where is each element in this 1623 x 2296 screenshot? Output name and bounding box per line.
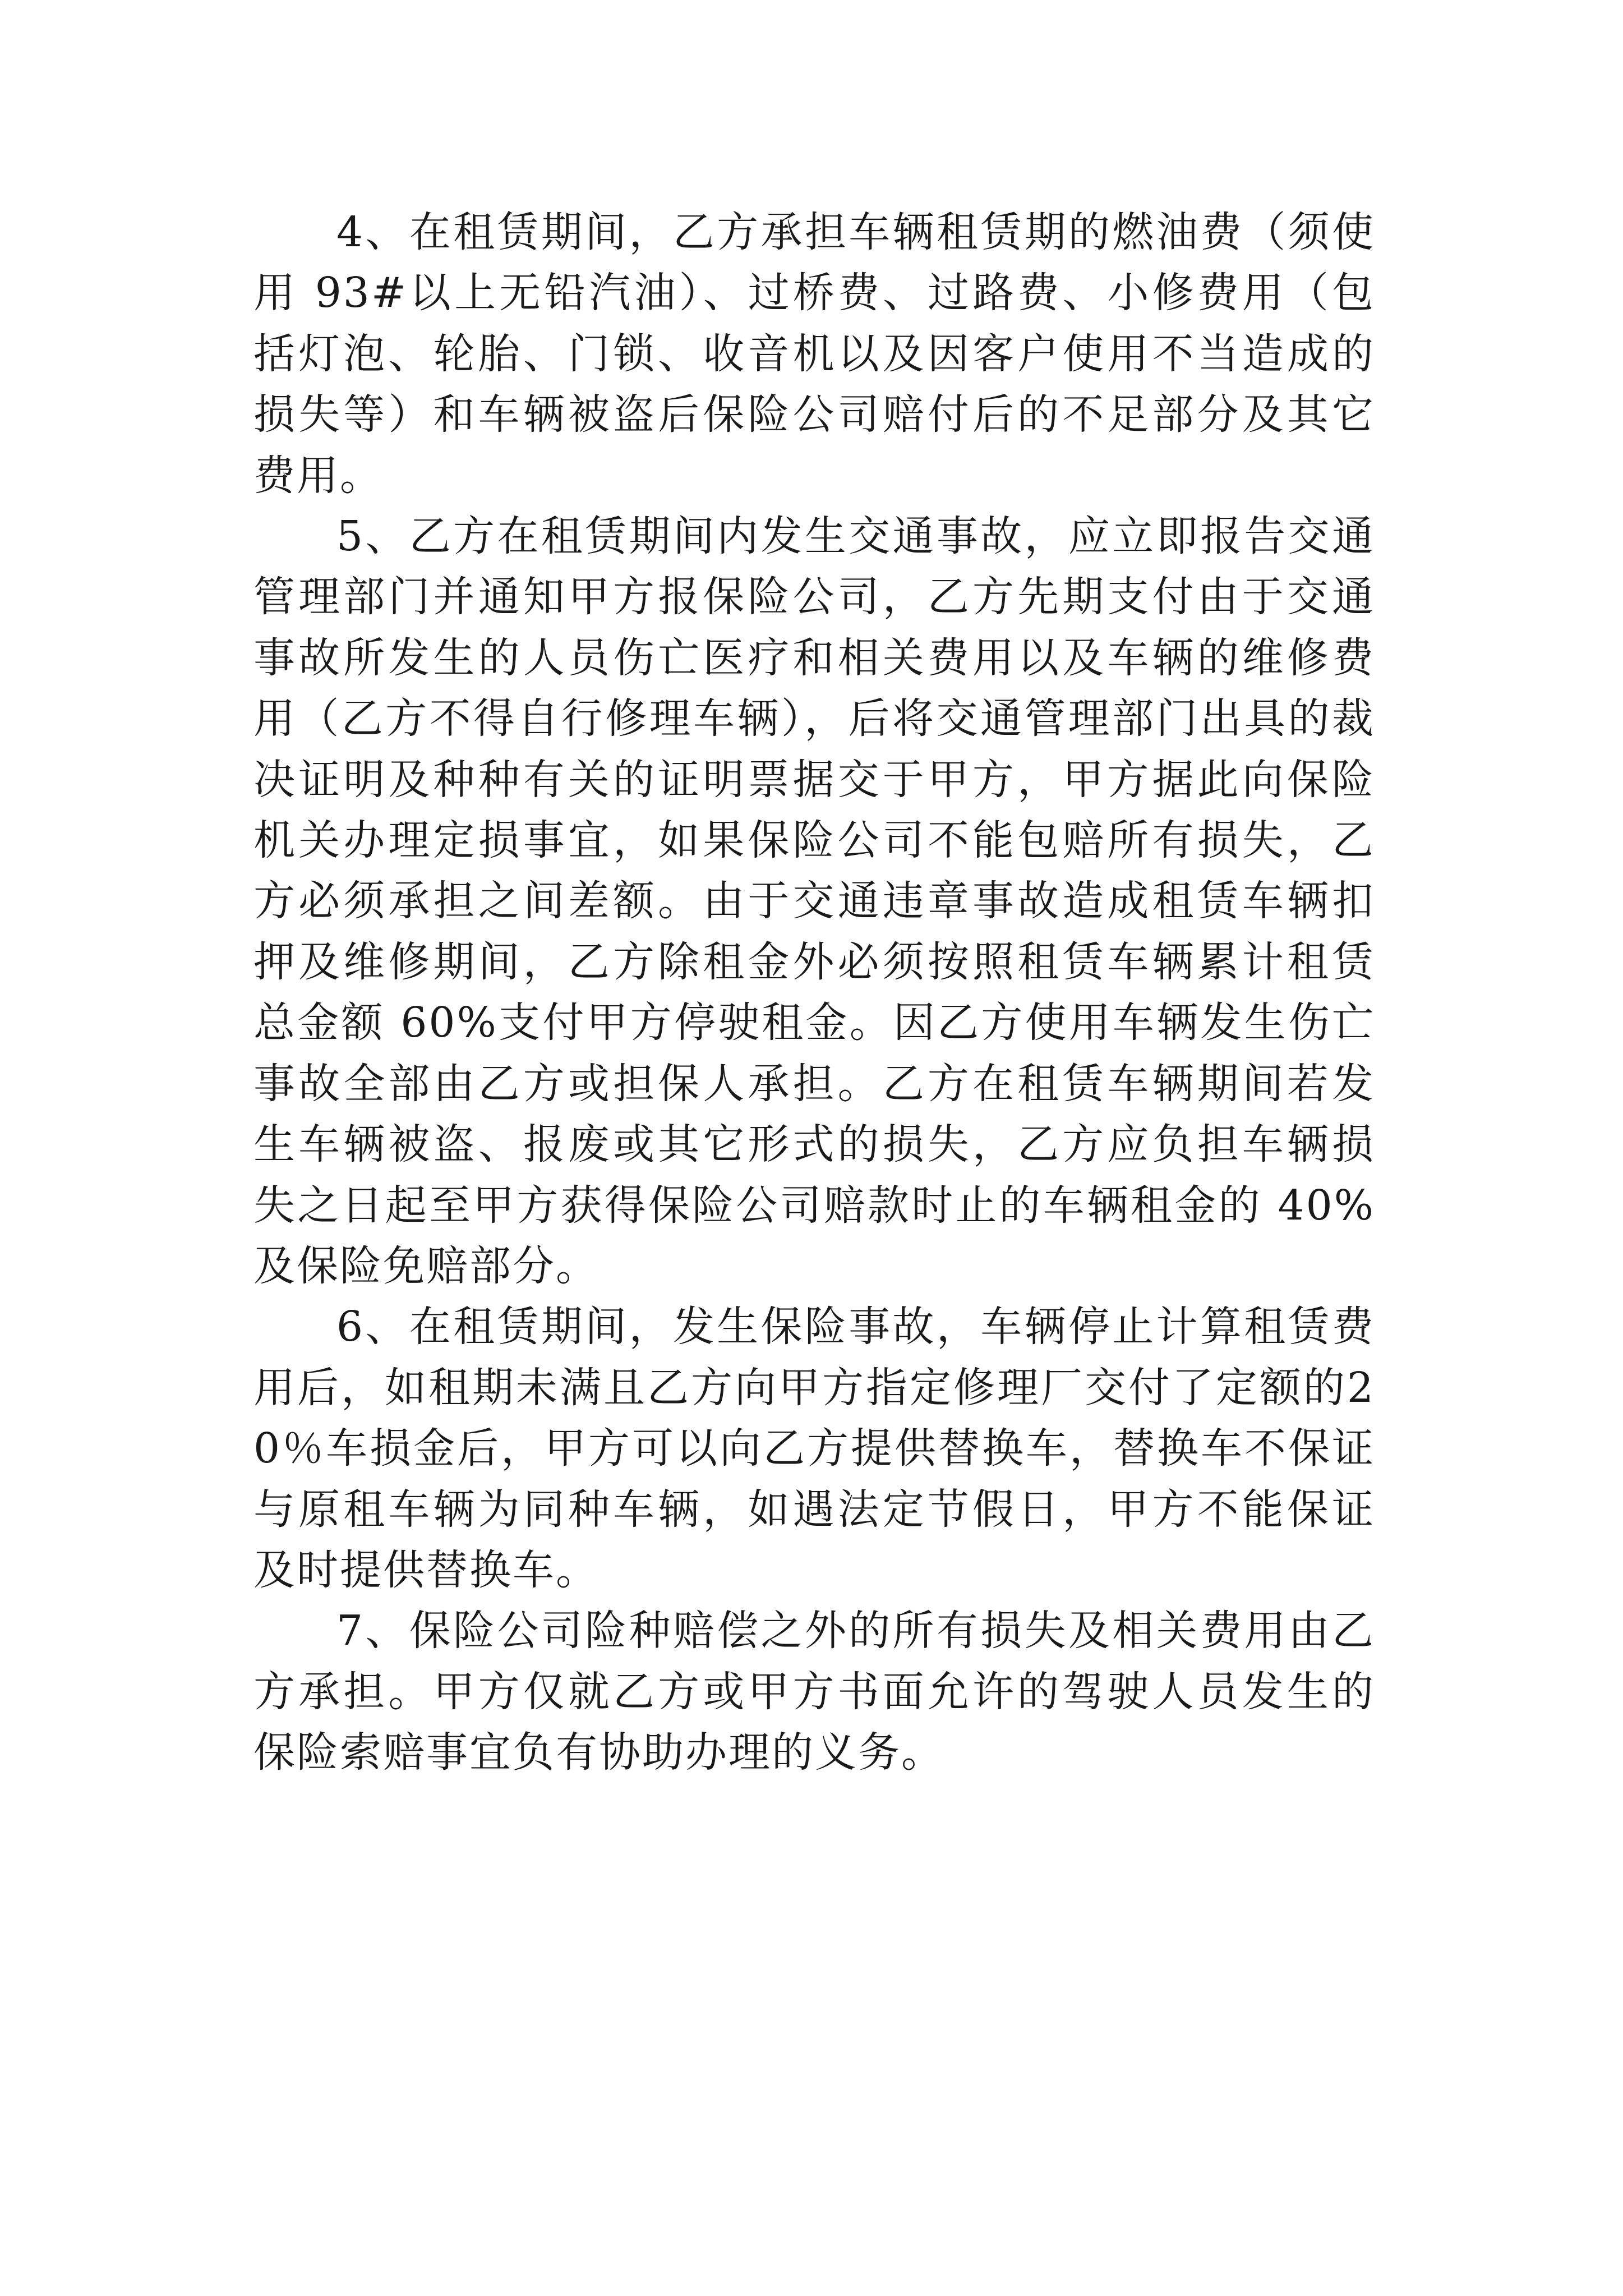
paragraph-clause-7: 7、保险公司险种赔偿之外的所有损失及相关费用由乙方承担。甲方仅就乙方或甲方书面允许的驾驶人员发生的保险索赔事宜负有协助办理的义务。 (253, 1607, 1375, 1777)
paragraph-clause-6: 6、在租赁期间，发生保险事故，车辆停止计算租赁费用后，如租期未满且乙方向甲方指定修理厂交付了定额的20％车损金后，甲方可以向乙方提供替换车，替换车不保证与原租车辆为同种车辆，如遇法定节假日，甲方不能保证及时提供替换车。 (253, 1303, 1375, 1594)
paragraph-clause-5: 5、乙方在租赁期间内发生交通事故，应立即报告交通管理部门并通知甲方报保险公司，乙方先期支付由于交通事故所发生的人员伤亡医疗和相关费用以及车辆的维修费用（乙方不得自行修理车辆），后将交通管理部门出具的裁决证明及种种有关的证明票据交于甲方，甲方据此向保险机关办理定损事宜，如果保险公司不能包赔所有损失，乙方必须承担之间差额。由于交通违章事故造成租赁车辆扣押及维修期间，乙方除租金外必须按照租赁车辆累计租赁总金额 60%支付甲方停驶租金。因乙方使用车辆发生伤亡事故全部由乙方或担保人承担。乙方在租赁车辆期间若发生车辆被盗、报废或其它形式的损失，乙方应负担车辆损失之日起至甲方获得保险公司赔款时止的车辆租金的 40%及保险免赔部分。 (253, 512, 1375, 1290)
document-body (253, 202, 1375, 1783)
paragraph-clause-4: 4、在租赁期间，乙方承担车辆租赁期的燃油费（须使用 93#以上无铅汽油）、过桥费、过路费、小修费用（包括灯泡、轮胎、门锁、收音机以及因客户使用不当造成的损失等）和车辆被盗后保险公司赔付后的不足部分及其它费用。 (253, 208, 1375, 500)
